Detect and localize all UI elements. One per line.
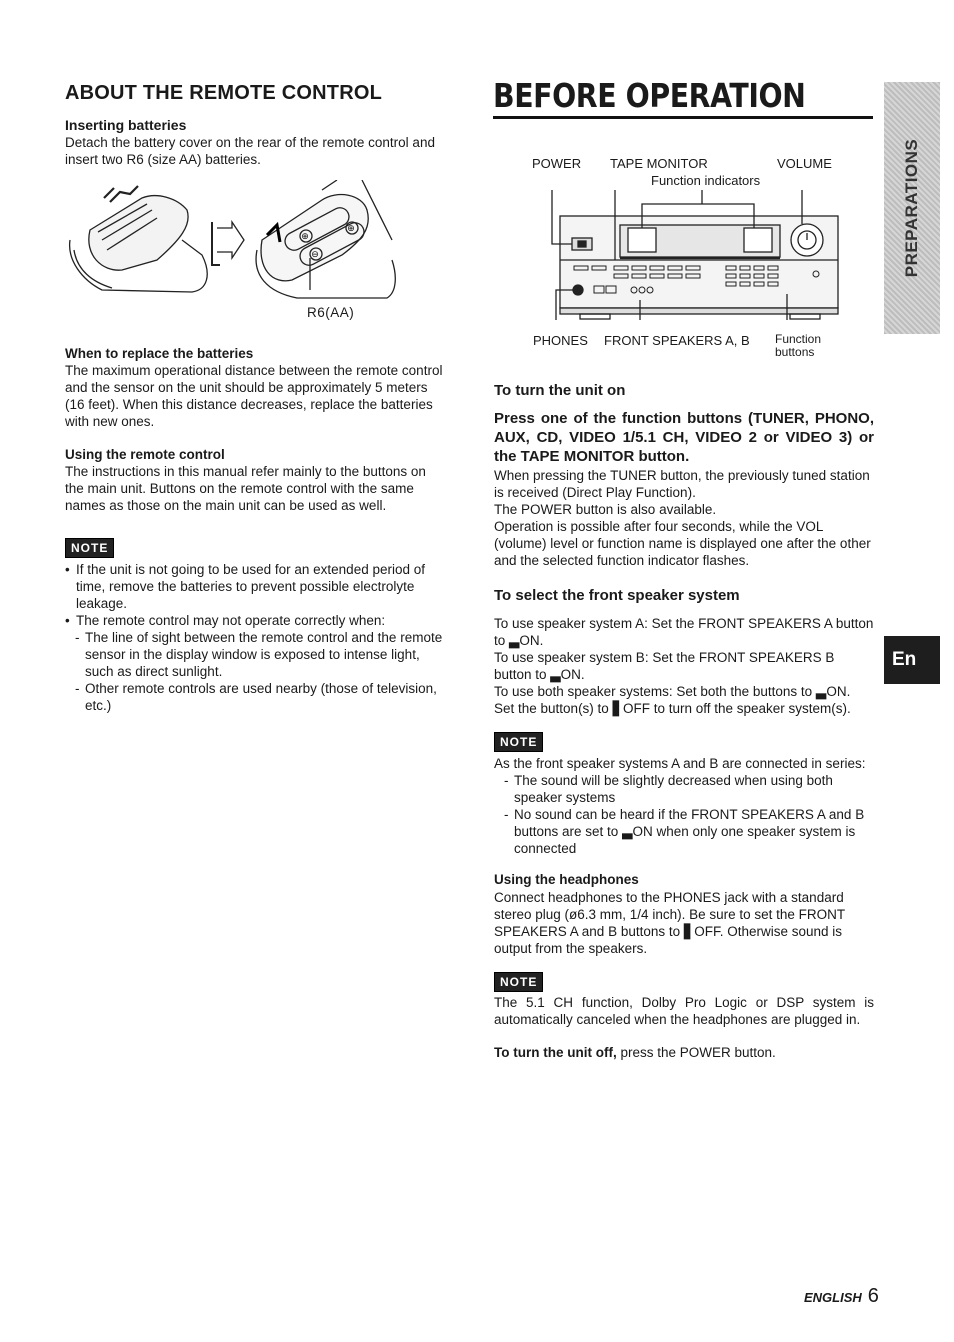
turn-on-heading: To turn the unit on [494, 382, 626, 399]
page-number: 6 [867, 1285, 879, 1307]
headphones-heading: Using the headphones [494, 872, 639, 887]
speaker-line3: To use both speaker systems: Set both the buttons to ▃ON. [494, 684, 851, 699]
note-label: NOTE [494, 732, 543, 752]
svg-text:⊕: ⊕ [347, 223, 355, 233]
receiver-diagram [530, 150, 870, 365]
receiver-front-panel [530, 190, 850, 320]
label-power: POWER [532, 156, 582, 171]
preparations-tab [884, 82, 940, 334]
label-function-indicators: Function indicators [651, 173, 761, 188]
speaker-line2: To use speaker system B: Set the FRONT SPEAKERS B button to ▃ON. [494, 650, 835, 682]
language-tab: En [884, 636, 940, 684]
speaker-line4: Set the button(s) to ▋OFF to turn off the speaker system(s). [494, 701, 851, 716]
using-heading: Using the remote control [65, 447, 225, 462]
note-dash: - The line of sight between the remote control and the remote sensor in the display window is exposed to intense light, such as direct sunlight. [75, 629, 447, 680]
battery-insertion-illustration [62, 180, 402, 305]
replace-heading: When to replace the batteries [65, 346, 254, 361]
note1-intro: As the front speaker systems A and B are connected in series: [494, 756, 866, 771]
speaker-heading: To select the front speaker system [494, 587, 740, 604]
svg-text:⊕: ⊕ [301, 231, 309, 241]
inserting-text: Detach the battery cover on the rear of the remote control and insert two R6 (size AA) batteries. [65, 135, 435, 167]
preparations-tab-label: PREPARATIONS [902, 138, 921, 278]
svg-text:⊖: ⊖ [311, 249, 319, 259]
turn-on-text2: The POWER button is also available. [494, 502, 717, 517]
section-title-remote: ABOUT THE REMOTE CONTROL [65, 82, 383, 104]
note-label: NOTE [494, 972, 543, 992]
turn-off-line [494, 1044, 874, 1061]
note-list-left [65, 561, 447, 714]
label-front-speakers: FRONT SPEAKERS A, B [604, 333, 750, 348]
note-bullet: • The remote control may not operate correctly when: [65, 612, 447, 629]
headphones-text: Connect headphones to the PHONES jack with a standard stereo plug (ø6.3 mm, 1/4 inch). Be sure to set the FRONT SPEAKERS A and B buttons to ▋OFF. Otherwise sound is output from the speakers. [494, 890, 845, 956]
footer-language: ENGLISH [804, 1290, 862, 1305]
note-dash: - Other remote controls are used nearby (those of television, etc.) [75, 680, 447, 714]
label-function-buttons [775, 333, 821, 359]
note-badge-right-1 [494, 732, 543, 752]
turn-on-text3: Operation is possible after four seconds, while the VOL (volume) level or function name is displayed one after the other and the selected function indicator flashes. [494, 519, 871, 568]
title-rule [493, 116, 873, 119]
label-volume: VOLUME [777, 156, 832, 171]
battery-size-label: R6(AA) [307, 305, 355, 320]
note-dash: - No sound can be heard if the FRONT SPEAKERS A and B buttons are set to ▃ON when only one speaker system is connected [504, 806, 874, 857]
turn-on-instruction: Press one of the function buttons (TUNER, PHONO, AUX, CD, VIDEO 1/5.1 CH, VIDEO 2 or VIDEO 3) or the TAPE MONITOR button. [494, 410, 874, 465]
section-title-before-operation: BEFORE OPERATION [493, 76, 806, 115]
note-dash: - The sound will be slightly decreased when using both speaker systems [504, 772, 874, 806]
label-function-buttons-line1: Function [775, 332, 822, 346]
page-footer [804, 1285, 879, 1308]
turn-off-rest: press the POWER button. [616, 1045, 776, 1060]
turn-on-text1: When pressing the TUNER button, the previously tuned station is received (Direct Play Function). [494, 468, 870, 500]
note2-text: The 5.1 CH function, Dolby Pro Logic or DSP system is automatically canceled when the headphones are plugged in. [494, 995, 874, 1027]
note-label: NOTE [65, 538, 114, 558]
label-function-buttons-line2: buttons [775, 345, 815, 359]
using-text: The instructions in this manual refer mainly to the buttons on the main unit. Buttons on the remote control with the same names as those on the main unit can be used as well. [65, 464, 426, 513]
note-badge-right-2 [494, 972, 543, 992]
speaker-line1: To use speaker system A: Set the FRONT SPEAKERS A button to ▃ON. [494, 616, 874, 648]
label-phones: PHONES [533, 333, 588, 348]
note-badge-left [65, 538, 114, 558]
replace-text: The maximum operational distance between the remote control and the sensor on the unit should be approximately 5 meters (16 feet). When this distance decreases, replace the batteries with new ones. [65, 363, 443, 429]
inserting-heading: Inserting batteries [65, 117, 187, 133]
turn-off-bold: To turn the unit off, [494, 1045, 617, 1060]
note1-list [494, 772, 874, 857]
label-tape-monitor: TAPE MONITOR [610, 156, 708, 171]
note-bullet: • If the unit is not going to be used for an extended period of time, remove the batteries to prevent possible electrolyte leakage. [65, 561, 447, 612]
